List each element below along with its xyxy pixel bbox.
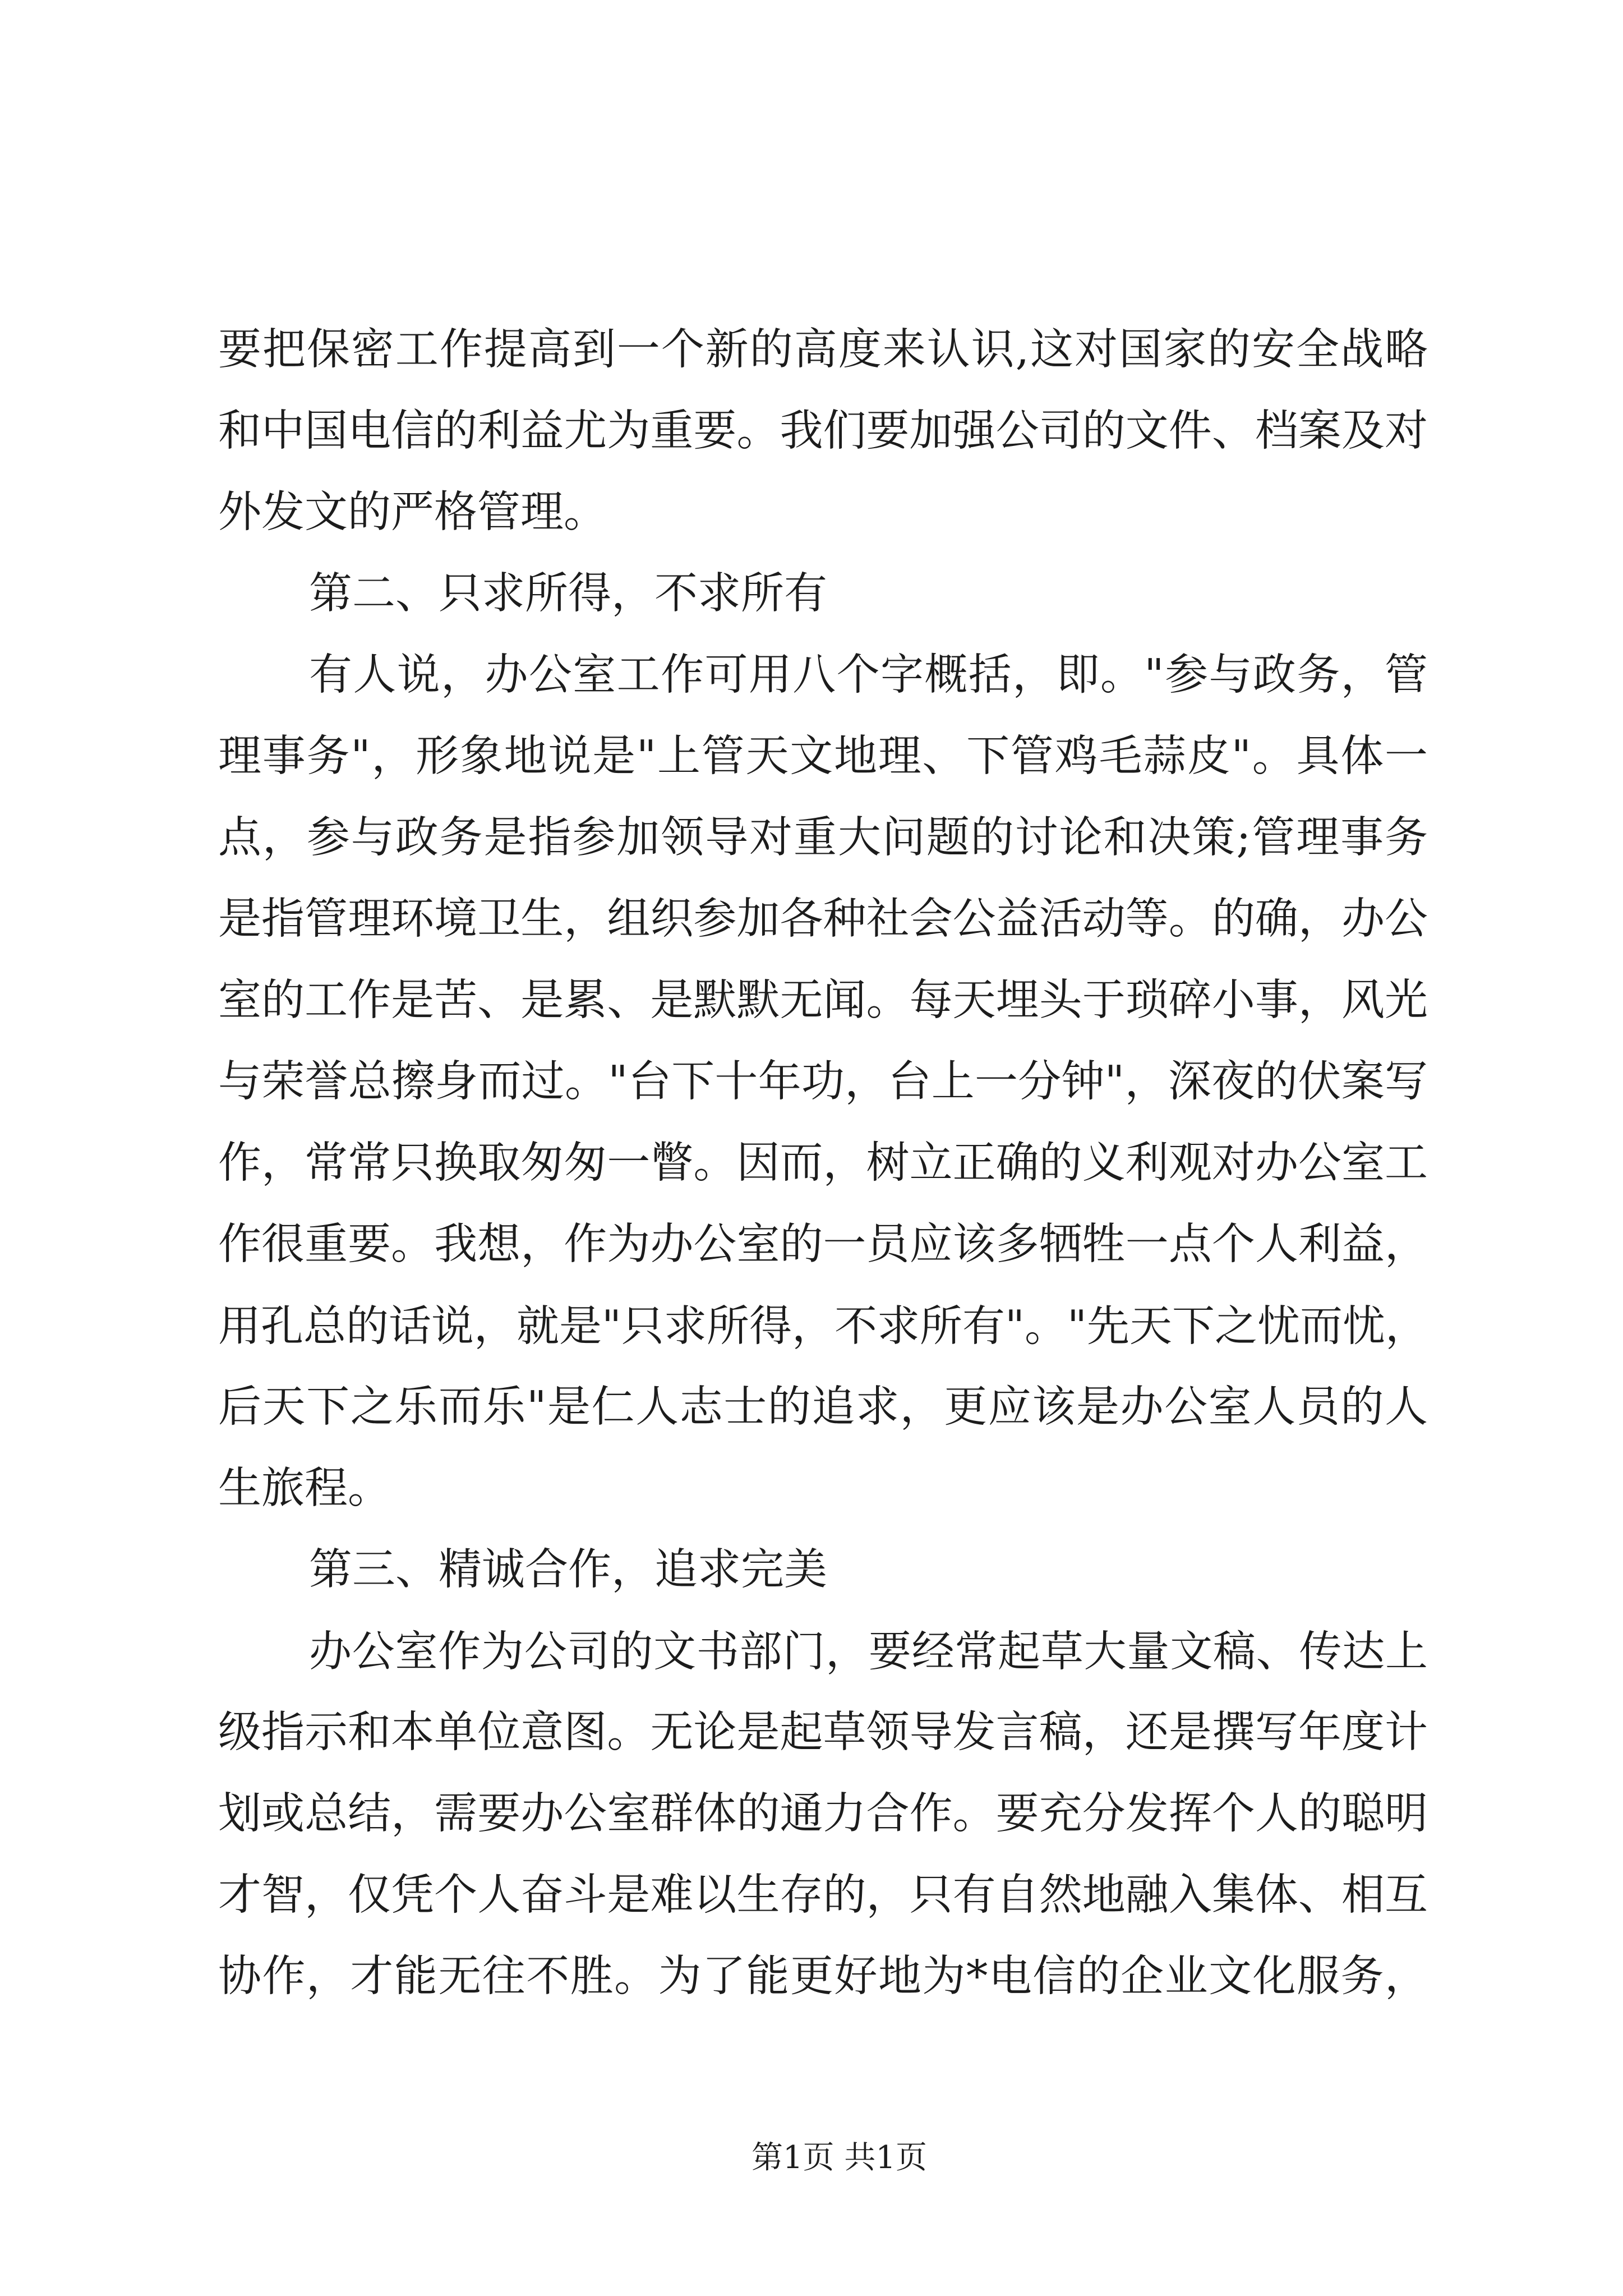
text-line: 是指管理环境卫生，组织参加各种社会公益活动等。的确，办公 [218,894,1428,944]
continued-paragraph [218,309,1428,553]
text-line: 生旅程。 [218,1464,391,1513]
text-line: 室的工作是苦、是累、是默默无闻。每天埋头于琐碎小事，风光 [218,976,1428,1025]
text-line: 理事务"，形象地说是"上管天文地理、下管鸡毛蒜皮"。具体一 [218,731,1428,781]
text-line: 后天下之乐而乐"是仁人志士的追求，更应该是办公室人员的人 [218,1382,1428,1432]
text-line: 有人说，办公室工作可用八个字概括，即。"参与政务，管 [309,650,1428,700]
text-line: 要把保密工作提高到一个新的高度来认识,这对国家的安全战略 [218,325,1428,375]
text-line: 协作，才能无往不胜。为了能更好地为*电信的企业文化服务， [218,1952,1428,2001]
text-line: 作，常常只换取匆匆一瞥。因而，树立正确的义利观对办公室工 [218,1138,1428,1188]
text-line: 才智，仅凭个人奋斗是难以生存的，只有自然地融入集体、相互 [218,1870,1428,1920]
text-line: 和中国电信的利益尤为重要。我们要加强公司的文件、档案及对 [218,406,1428,456]
text-line: 外发文的严格管理。 [218,487,607,537]
section-heading: 第三、精诚合作，追求完美 [309,1545,827,1595]
text-line: 用孔总的话说，就是"只求所得，不求所有"。"先天下之忧而忧， [218,1301,1428,1351]
text-line: 级指示和本单位意图。无论是起草领导发言稿，还是撰写年度计 [218,1708,1428,1757]
text-line: 点，参与政务是指参加领导对重大问题的讨论和决策;管理事务 [218,813,1428,863]
text-line: 作很重要。我想，作为办公室的一员应该多牺牲一点个人利益， [218,1220,1428,1269]
text-line: 办公室作为公司的文书部门，要经常起草大量文稿、传达上 [309,1626,1428,1676]
body-text [218,309,1428,2017]
section-heading: 第二、只求所得，不求所有 [309,569,827,619]
text-line: 与荣誉总擦身而过。"台下十年功，台上一分钟"，深夜的伏案写 [218,1057,1428,1107]
paragraph [218,1611,1428,2017]
text-line: 划或总结，需要办公室群体的通力合作。要充分发挥个人的聪明 [218,1789,1428,1839]
page-footer: 第1页 共1页 [751,2139,928,2176]
paragraph [218,634,1428,1529]
